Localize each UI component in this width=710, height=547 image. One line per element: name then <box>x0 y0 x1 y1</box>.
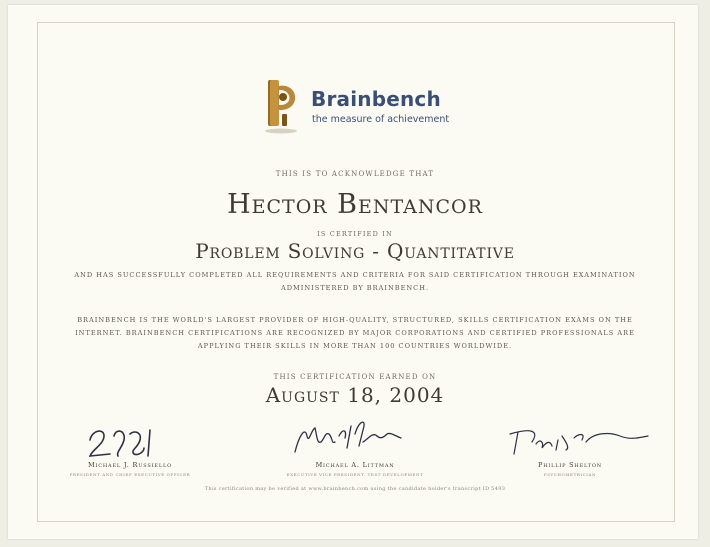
signatory-name: Phillip Shelton <box>538 461 602 469</box>
signature-president <box>30 418 230 464</box>
certified-in-line: IS CERTIFIED IN <box>317 230 393 238</box>
signature-block-psychometrician <box>470 420 670 478</box>
certification-date: August 18, 2004 <box>265 383 445 407</box>
signatory-title: EXECUTIVE VICE PRESIDENT, TEST DEVELOPMENT <box>286 472 424 477</box>
signature-block-vp <box>255 412 455 478</box>
brainbench-logo <box>258 74 468 136</box>
signatory-title: PSYCHOMETRICIAN <box>543 472 597 477</box>
certification-subject: Problem Solving - Quantitative <box>195 239 515 263</box>
signatory-name: Michael A. Littman <box>315 461 395 469</box>
signatory-title: PRESIDENT AND CHIEF EXECUTIVE OFFICER <box>69 472 191 477</box>
brainbench-logo-icon <box>258 74 306 134</box>
signatory-name: Michael J. Russiello <box>88 461 172 469</box>
signature-vp <box>255 412 455 462</box>
acknowledge-line: THIS IS TO ACKNOWLEDGE THAT <box>275 170 435 178</box>
recipient-name: Hector Bentancor <box>227 189 483 220</box>
brand-tagline: the measure of achievement <box>312 114 450 125</box>
signature-block-president <box>30 418 230 478</box>
about-paragraph: BRAINBENCH IS THE WORLD'S LARGEST PROVIDER OF HIGH-QUALITY, STRUCTURED, SKILLS CERTIFICATION EXAMS ON THE INTERNET. BRAINBENCH CERTIFICATIONS ARE RECOGNIZED BY MAJOR CORPORATIONS AND CERTIFIED PROFESSIONALS ARE APPLYING THEIR SKILLS IN MORE THAN 100 COUNTRIES WORLDWIDE. <box>75 316 635 350</box>
earned-line: THIS CERTIFICATION EARNED ON <box>273 373 437 381</box>
brand-name: Brainbench <box>311 87 441 111</box>
signature-psychometrician <box>470 420 670 460</box>
verification-footer: This certification may be verified at www.brainbench.com using the candidate holder's transcript ID 5493 <box>204 486 506 492</box>
completion-paragraph: AND HAS SUCCESSFULLY COMPLETED ALL REQUIREMENTS AND CRITERIA FOR SAID CERTIFICATION THROUGH EXAMINATION ADMINISTERED BY BRAINBENCH. <box>74 271 636 292</box>
